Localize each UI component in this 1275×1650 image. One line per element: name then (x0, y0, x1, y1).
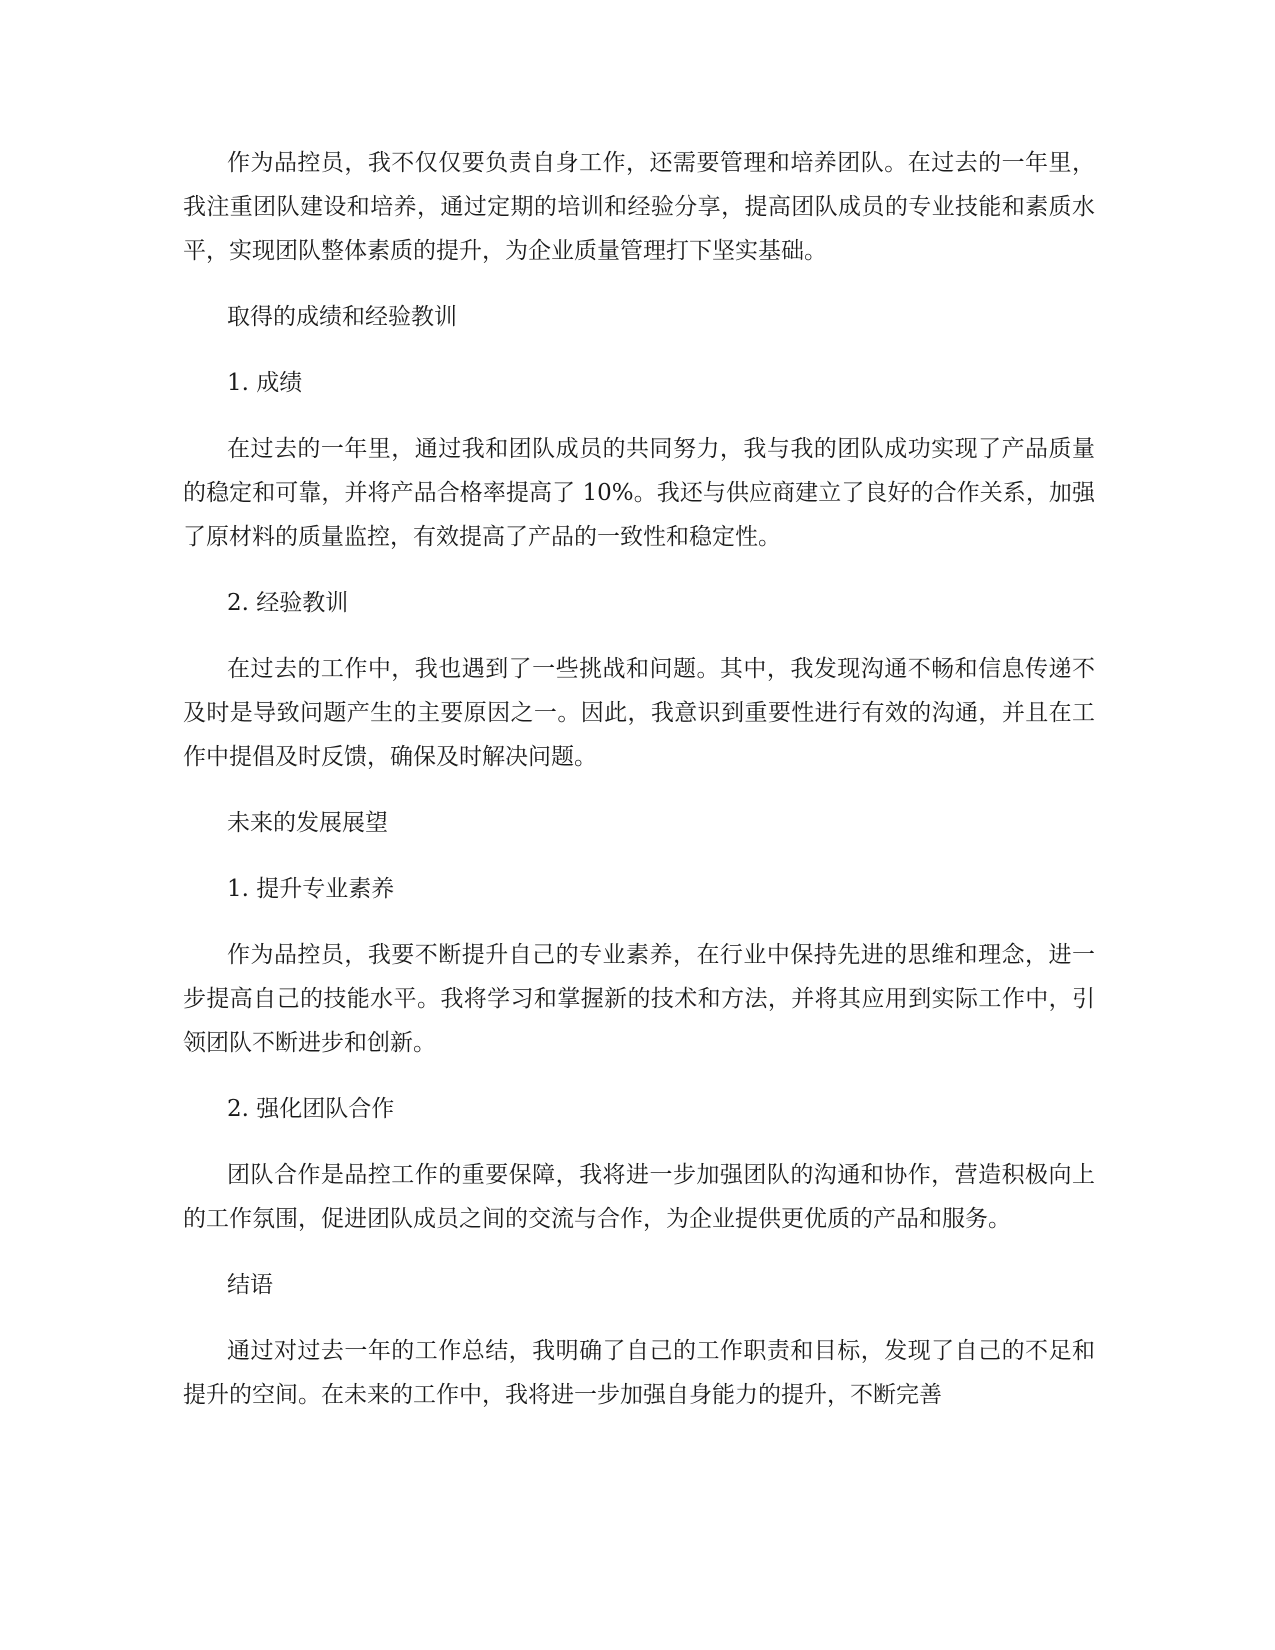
paragraph-team-building: 作为品控员，我不仅仅要负责自身工作，还需要管理和培养团队。在过去的一年里，我注重团队建设和培养，通过定期的培训和经验分享，提高团队成员的专业技能和素质水平，实现团队整体素质的提升，为企业质量管理打下坚实基础。 (183, 150, 1095, 264)
subheading-professional-skills: 1. 提升专业素养 (227, 876, 395, 902)
section-heading-conclusion: 结语 (227, 1272, 273, 1298)
paragraph-lessons: 在过去的工作中，我也遇到了一些挑战和问题。其中，我发现沟通不畅和信息传递不及时是导致问题产生的主要原因之一。因此，我意识到重要性进行有效的沟通，并且在工作中提倡及时反馈，确保及时解决问题。 (183, 656, 1095, 770)
subheading-teamwork: 2. 强化团队合作 (227, 1096, 395, 1122)
paragraph-professional-skills: 作为品控员，我要不断提升自己的专业素养，在行业中保持先进的思维和理念，进一步提高自己的技能水平。我将学习和掌握新的技术和方法，并将其应用到实际工作中，引领团队不断进步和创新。 (183, 942, 1095, 1056)
subheading-lessons: 2. 经验教训 (227, 590, 349, 616)
section-heading-outlook: 未来的发展展望 (227, 810, 388, 836)
document-page (183, 141, 1095, 1417)
section-heading-achievements: 取得的成绩和经验教训 (227, 304, 457, 330)
subheading-achievements: 1. 成绩 (227, 370, 303, 396)
paragraph-teamwork: 团队合作是品控工作的重要保障，我将进一步加强团队的沟通和协作，营造积极向上的工作氛围，促进团队成员之间的交流与合作，为企业提供更优质的产品和服务。 (183, 1162, 1095, 1232)
paragraph-conclusion: 通过对过去一年的工作总结，我明确了自己的工作职责和目标，发现了自己的不足和提升的空间。在未来的工作中，我将进一步加强自身能力的提升，不断完善 (183, 1338, 1095, 1408)
paragraph-achievements: 在过去的一年里，通过我和团队成员的共同努力，我与我的团队成功实现了产品质量的稳定和可靠，并将产品合格率提高了 10%。我还与供应商建立了良好的合作关系，加强了原材料的质量监控，有效提高了产品的一致性和稳定性。 (183, 436, 1095, 550)
